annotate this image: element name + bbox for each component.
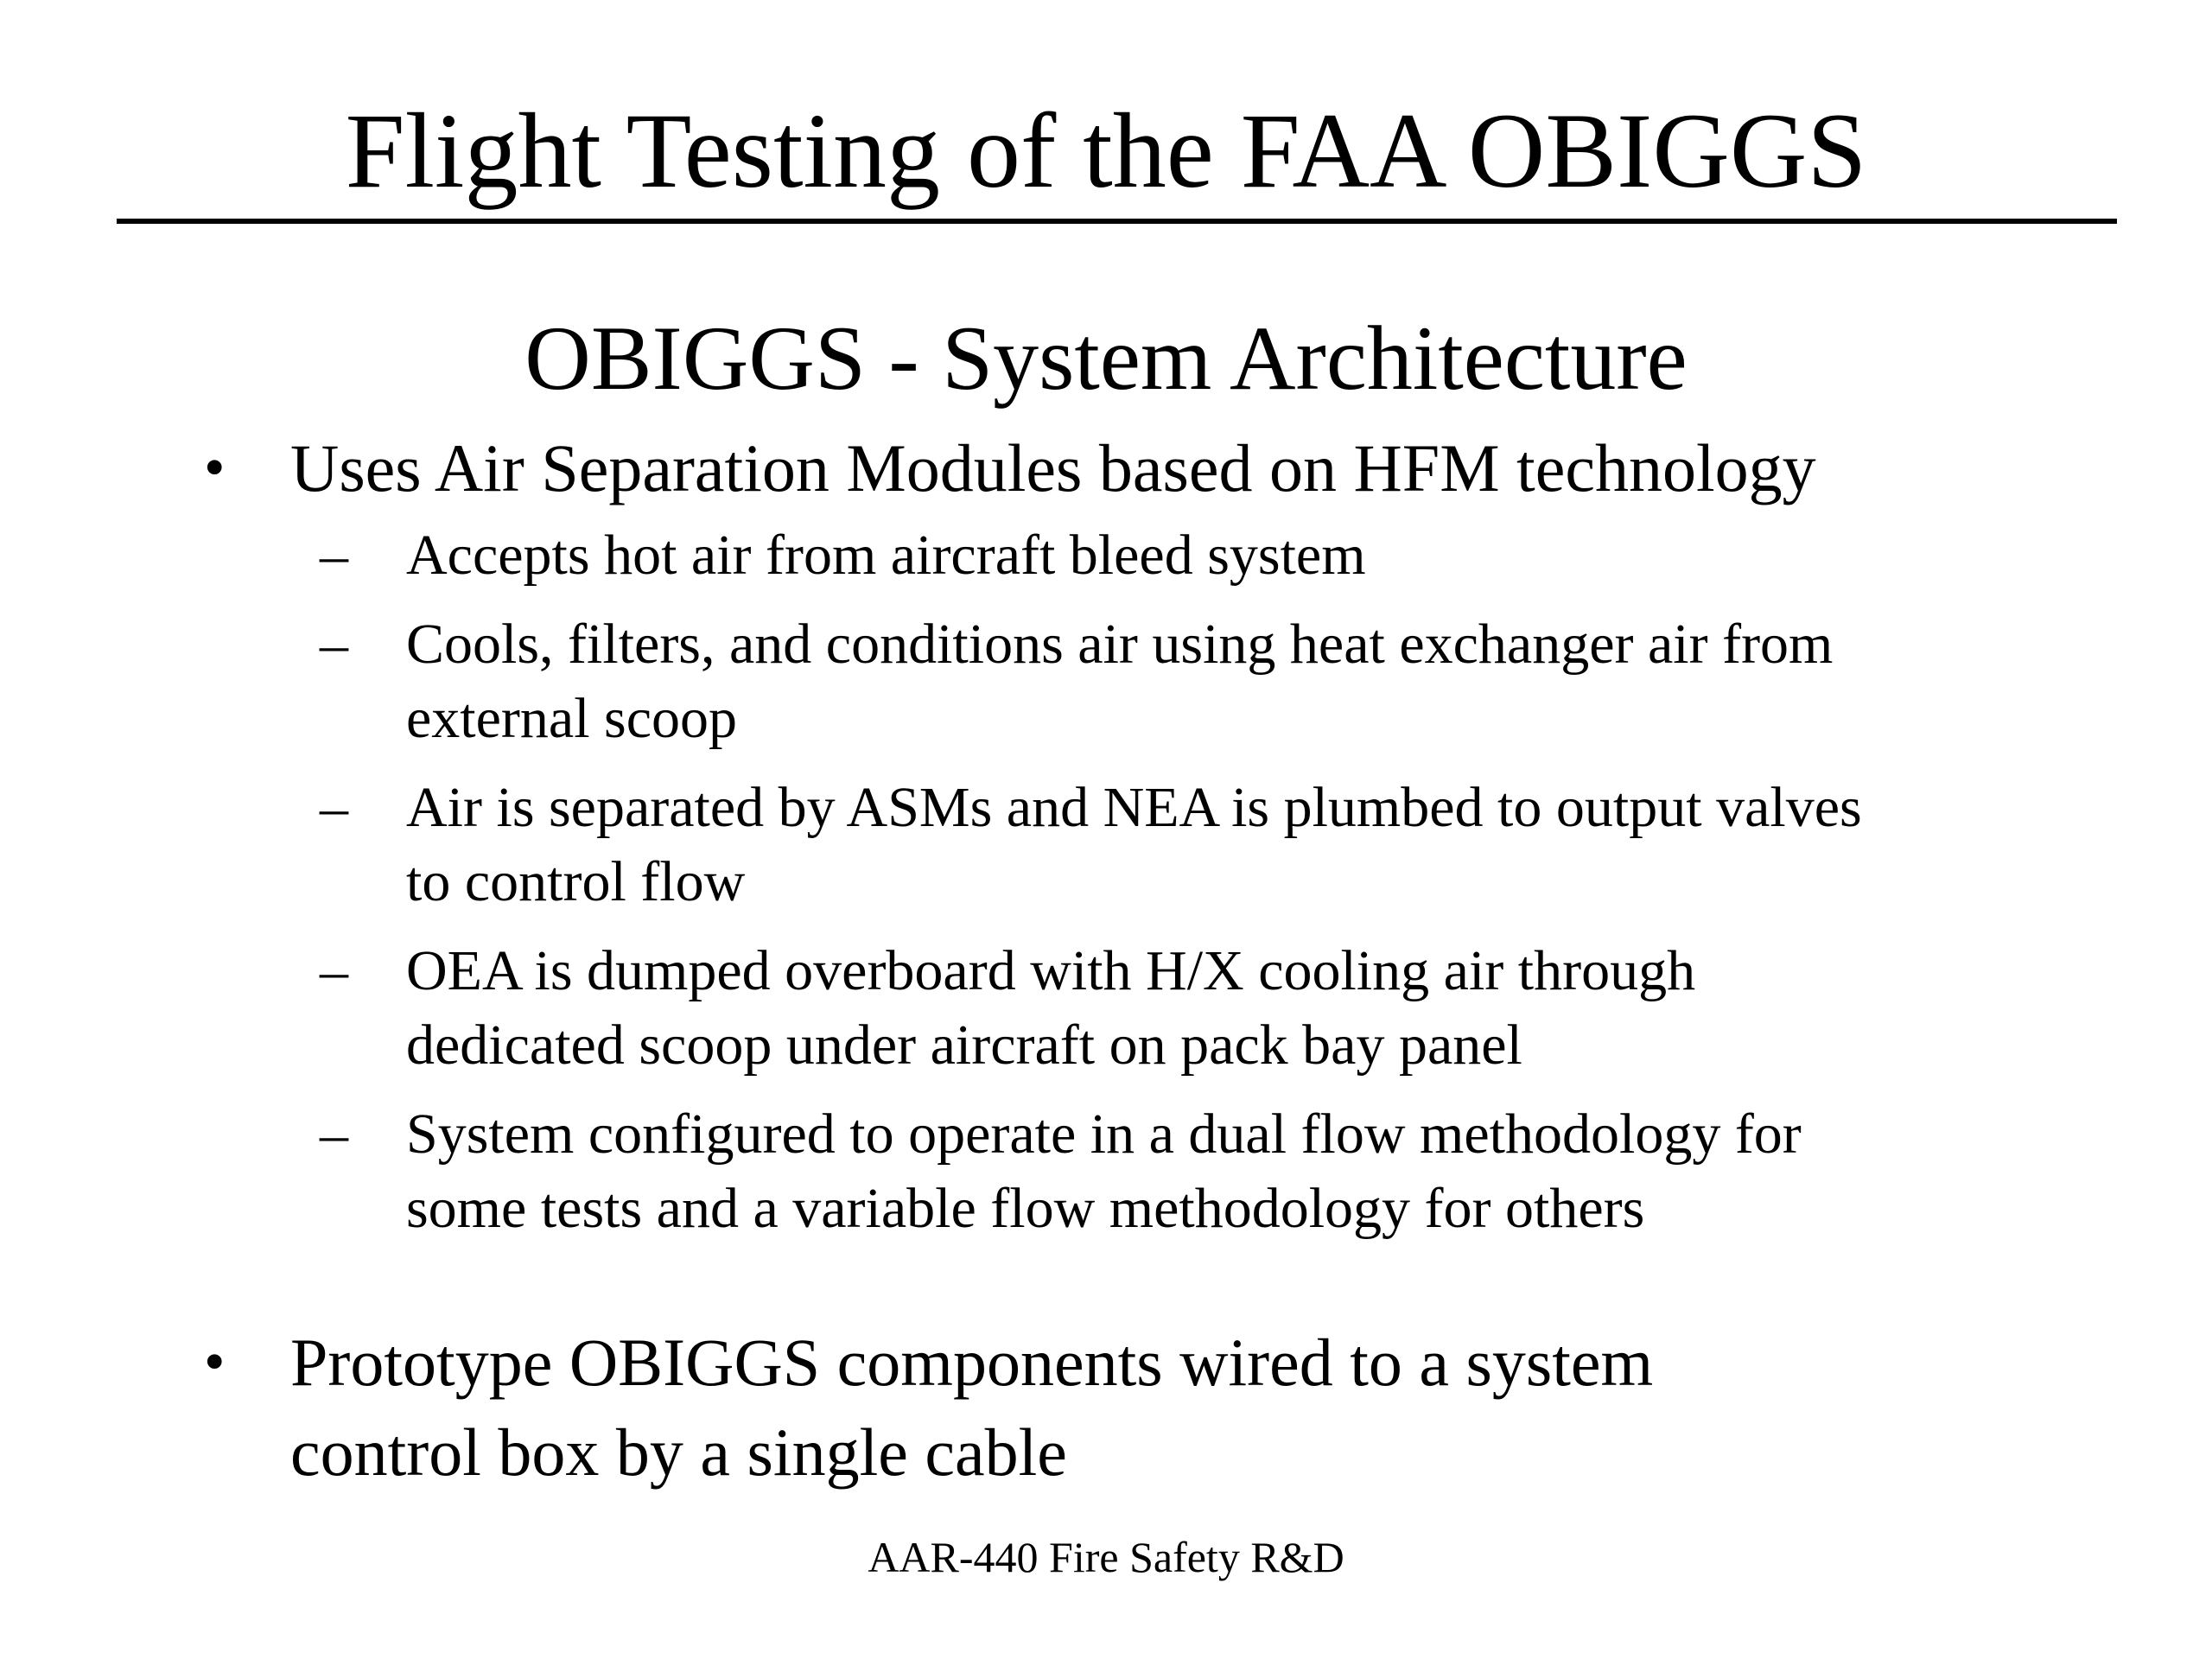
sub-bullet-line: OEA is dumped overboard with H/X cooling air through xyxy=(406,939,1696,1002)
sub-bullet-item xyxy=(320,518,2048,593)
sub-bullet-line: to control flow xyxy=(406,850,746,913)
sub-bullet-line: dedicated scoop under aircraft on pack bay panel xyxy=(406,1014,1522,1077)
sub-bullet-line: Accepts hot air from aircraft bleed system xyxy=(406,524,1366,587)
section-heading: OBIGGS - System Architecture xyxy=(524,308,1688,409)
title-underline xyxy=(117,219,2117,224)
bullet-line: control box by a single cable xyxy=(290,1414,1067,1490)
slide-header xyxy=(0,86,2212,216)
sub-bullet-item xyxy=(320,771,2048,919)
dash-marker: – xyxy=(320,1103,348,1166)
sub-bullet-line: external scoop xyxy=(406,687,738,750)
sub-bullet-line: Cools, filters, and conditions air using heat exchanger air from xyxy=(406,613,1834,676)
bullet-text: Uses Air Separation Modules based on HFM technology xyxy=(290,430,1816,505)
sub-bullet-line: System configured to operate in a dual flow methodology for xyxy=(406,1103,1802,1166)
dash-marker: – xyxy=(320,524,348,587)
sub-bullet-item xyxy=(320,1097,2048,1246)
bullet-marker: • xyxy=(204,1329,226,1395)
dash-marker: – xyxy=(320,939,348,1002)
sub-bullet-line: Air is separated by ASMs and NEA is plumbed to output valves xyxy=(406,776,1862,839)
sub-bullet-line: some tests and a variable flow methodology for others xyxy=(406,1177,1645,1240)
sub-bullet-item xyxy=(320,934,2048,1083)
dash-marker: – xyxy=(320,613,348,676)
bullet-line: Prototype OBIGGS components wired to a system xyxy=(290,1325,1654,1400)
dash-marker: – xyxy=(320,776,348,839)
slide-footer: AAR-440 Fire Safety R&D xyxy=(868,1533,1344,1581)
bullet-marker: • xyxy=(204,435,226,501)
slide-title: Flight Testing of the FAA OBIGGS xyxy=(345,92,1867,210)
sub-bullet-list xyxy=(320,518,2048,1261)
sub-bullet-item xyxy=(320,607,2048,756)
bullet-text xyxy=(290,1318,1653,1497)
